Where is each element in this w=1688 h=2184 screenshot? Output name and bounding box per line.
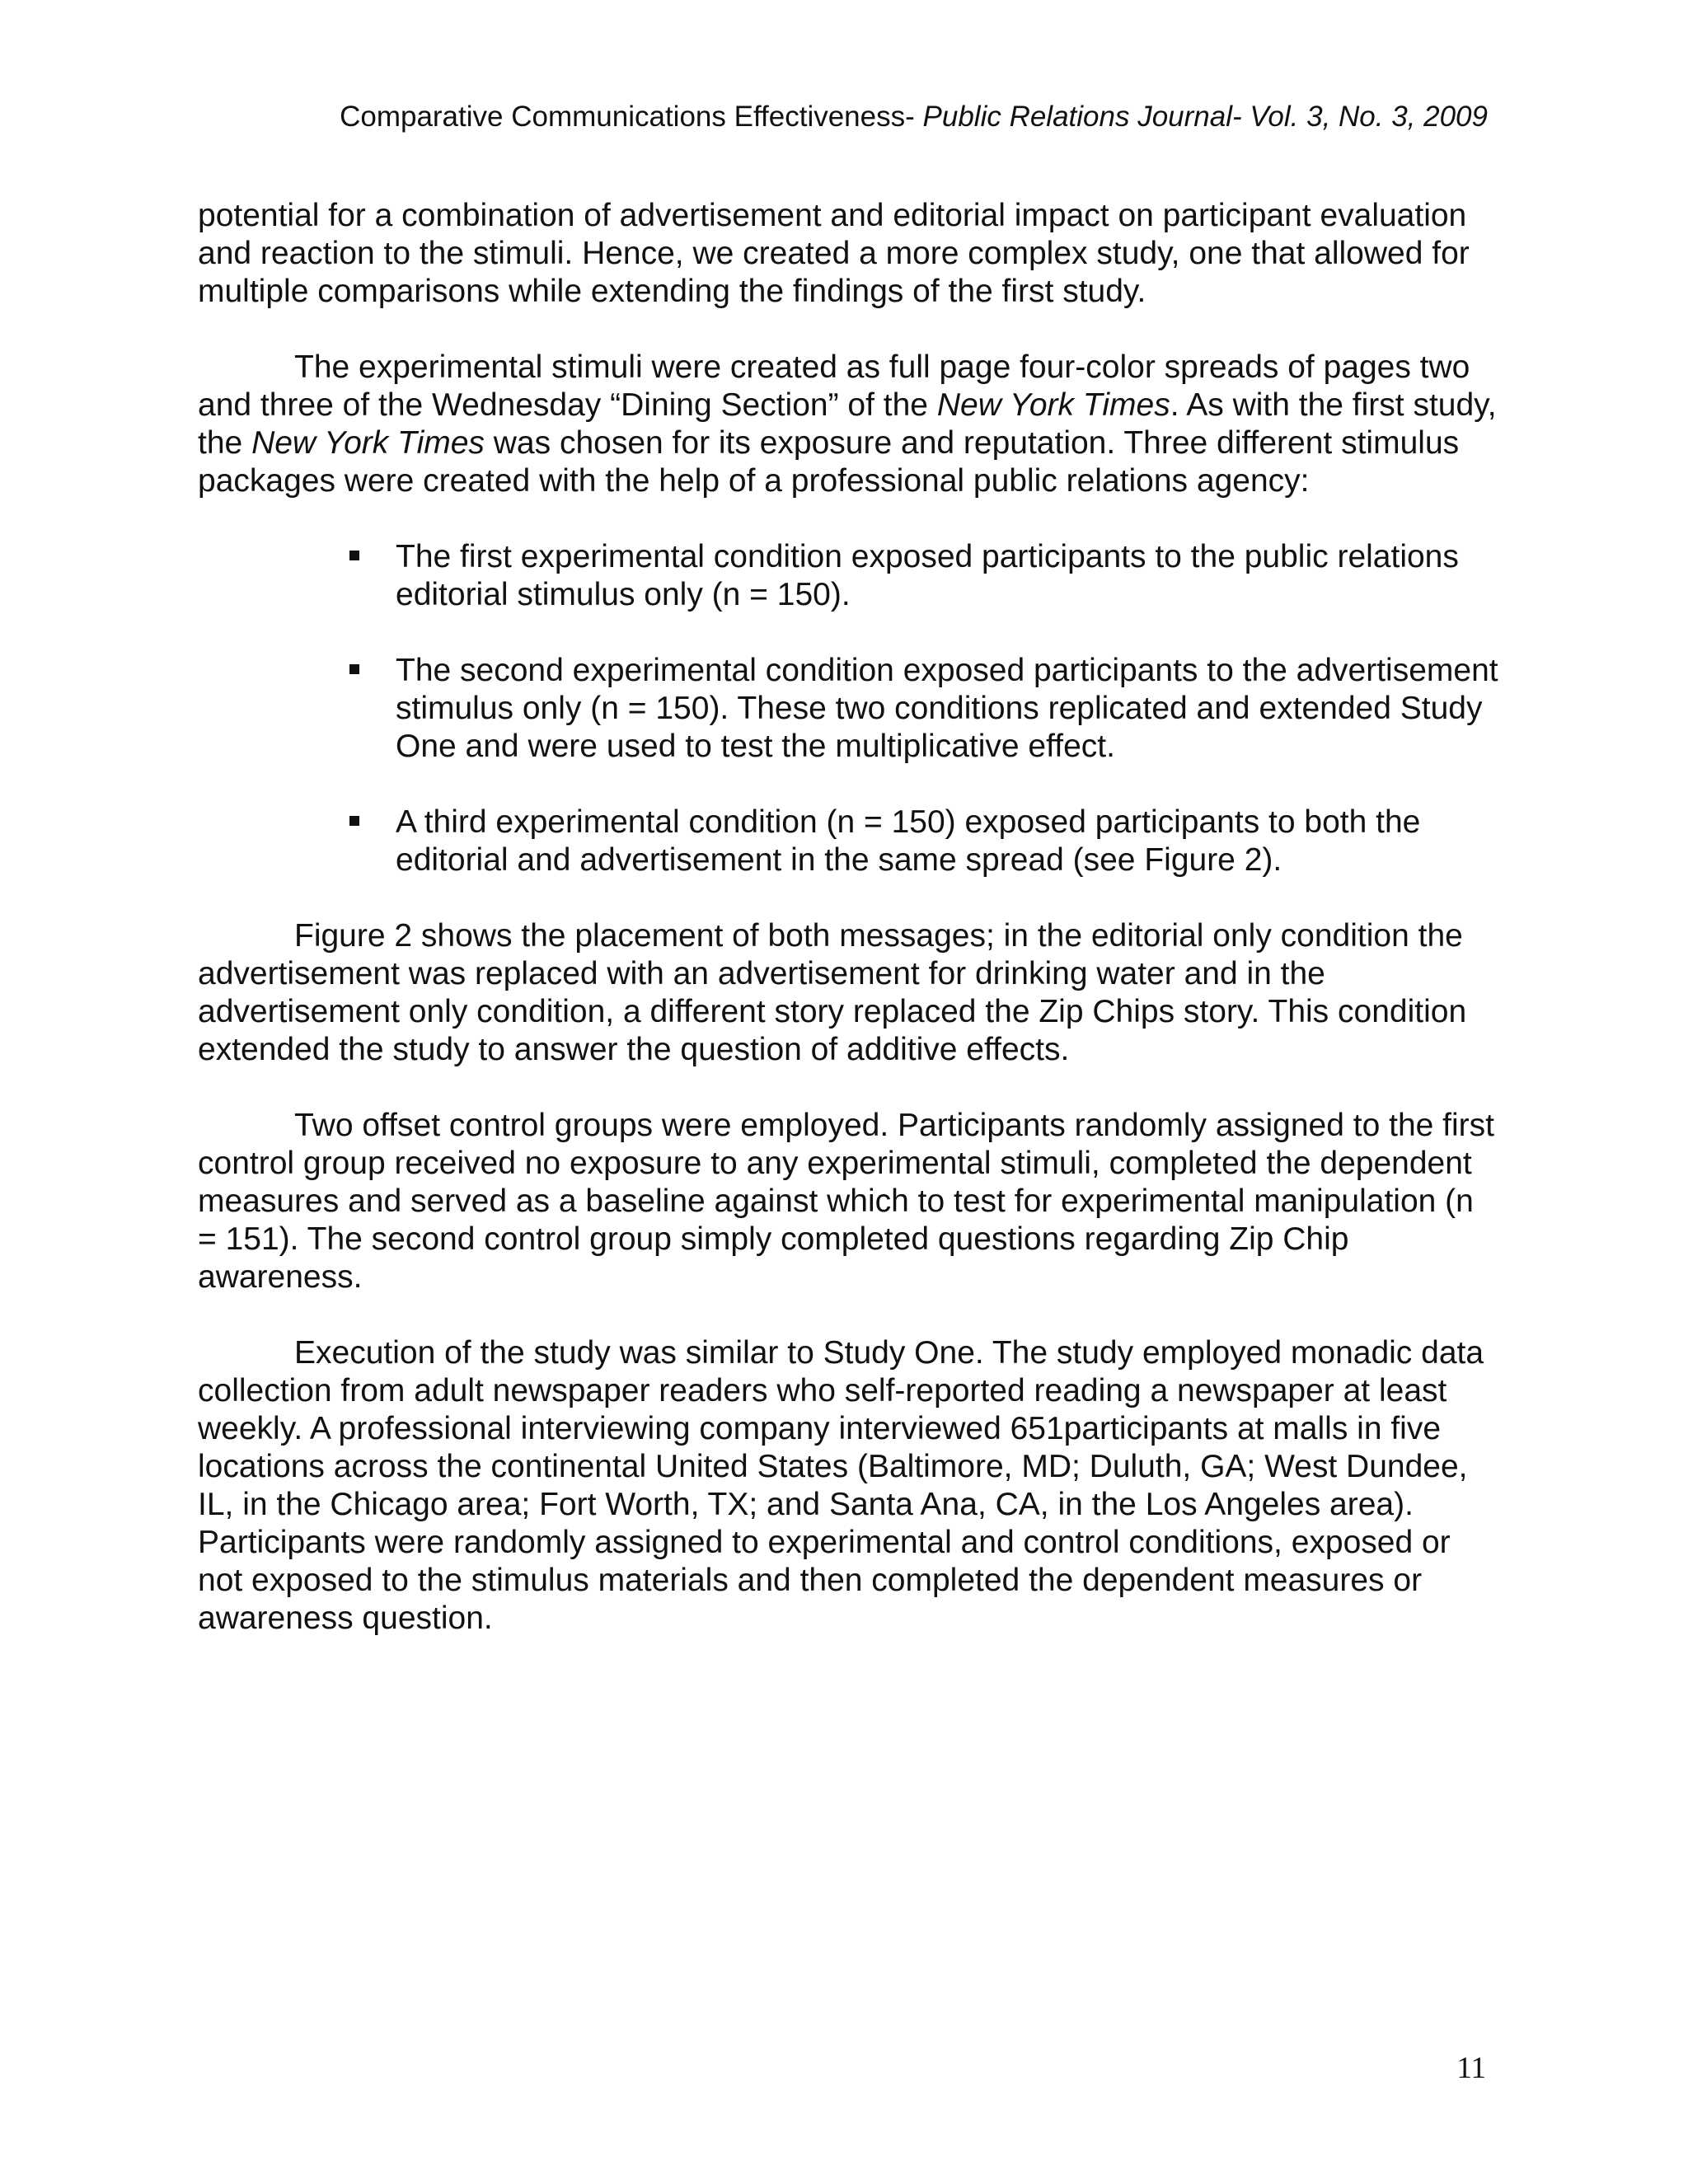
newspaper-title-1: New York Times [936,387,1170,423]
page-number: 11 [1456,2051,1486,2085]
list-item-text: The first experimental condition exposed participants to the public relations editorial stimulus only (n = 150). [396,539,1459,612]
list-item [198,652,1500,766]
newspaper-title-2: New York Times [251,425,485,461]
header-title: Comparative Communications Effectiveness- [340,101,915,133]
paragraph-2-part-1: The experimental stimuli were created as full page four-color spreads of pages two and three of the Wednesday “Dining Section” of the [198,349,1470,423]
paragraph-3: Figure 2 shows the placement of both messages; in the editorial only condition the advertisement was replaced with an advertisement for drinking water and in the advertisement only condition, a different story replaced the Zip Chips story. This condition extended the study to answer the question of additive effects. [198,918,1467,1067]
paragraph-4: Two offset control groups were employed. Participants randomly assigned to the first control group received no exposure to any experimental stimuli, completed the dependent measures and served as a baseline against which to test for experimental manipulation (n = 151). The second control group simply completed questions regarding Zip Chip awareness. [198,1108,1495,1295]
list-item [198,804,1500,879]
header-journal: Public Relations Journal- Vol. 3, No. 3, 2009 [922,101,1488,133]
conditions-list [198,538,1500,879]
running-header [268,99,1488,135]
paragraph-5: Execution of the study was similar to Study One. The study employed monadic data collection from adult newspaper readers who self-reported reading a newspaper at least weekly. A professional interviewing company interviewed 651participants at malls in five locations across the continental United States (Baltimore, MD; Duluth, GA; West Dundee, IL, in the Chicago area; Fort Worth, TX; and Santa Ana, CA, in the Los Angeles area). Participants were randomly assigned to experimental and control conditions, exposed or not exposed to the stimulus materials and then completed the dependent measures or awareness question. [198,1335,1484,1636]
square-bullet-icon [349,664,359,674]
paragraph-2-part-3: was chosen for its exposure and reputation. Three different stimulus packages were created with the help of a professional public relations agency: [198,425,1460,499]
list-item-text: The second experimental condition exposed participants to the advertisement stimulus only (n = 150). These two conditions replicated and extended Study One and were used to test the multiplicative effect. [396,653,1498,764]
square-bullet-icon [349,816,359,826]
list-item [198,538,1500,614]
paragraph-2-part-2: . As with the first study, the [198,387,1497,461]
body-text [198,197,1500,1675]
square-bullet-icon [349,551,359,560]
paragraph-1: potential for a combination of advertisement and editorial impact on participant evaluation and reaction to the stimuli. Hence, we created a more complex study, one that allowed for multiple comparisons while extending the findings of the first study. [198,198,1470,309]
list-item-text: A third experimental condition (n = 150) exposed participants to both the editorial and advertisement in the same spread (see Figure 2). [396,804,1421,878]
paragraph-2 [198,349,1500,500]
